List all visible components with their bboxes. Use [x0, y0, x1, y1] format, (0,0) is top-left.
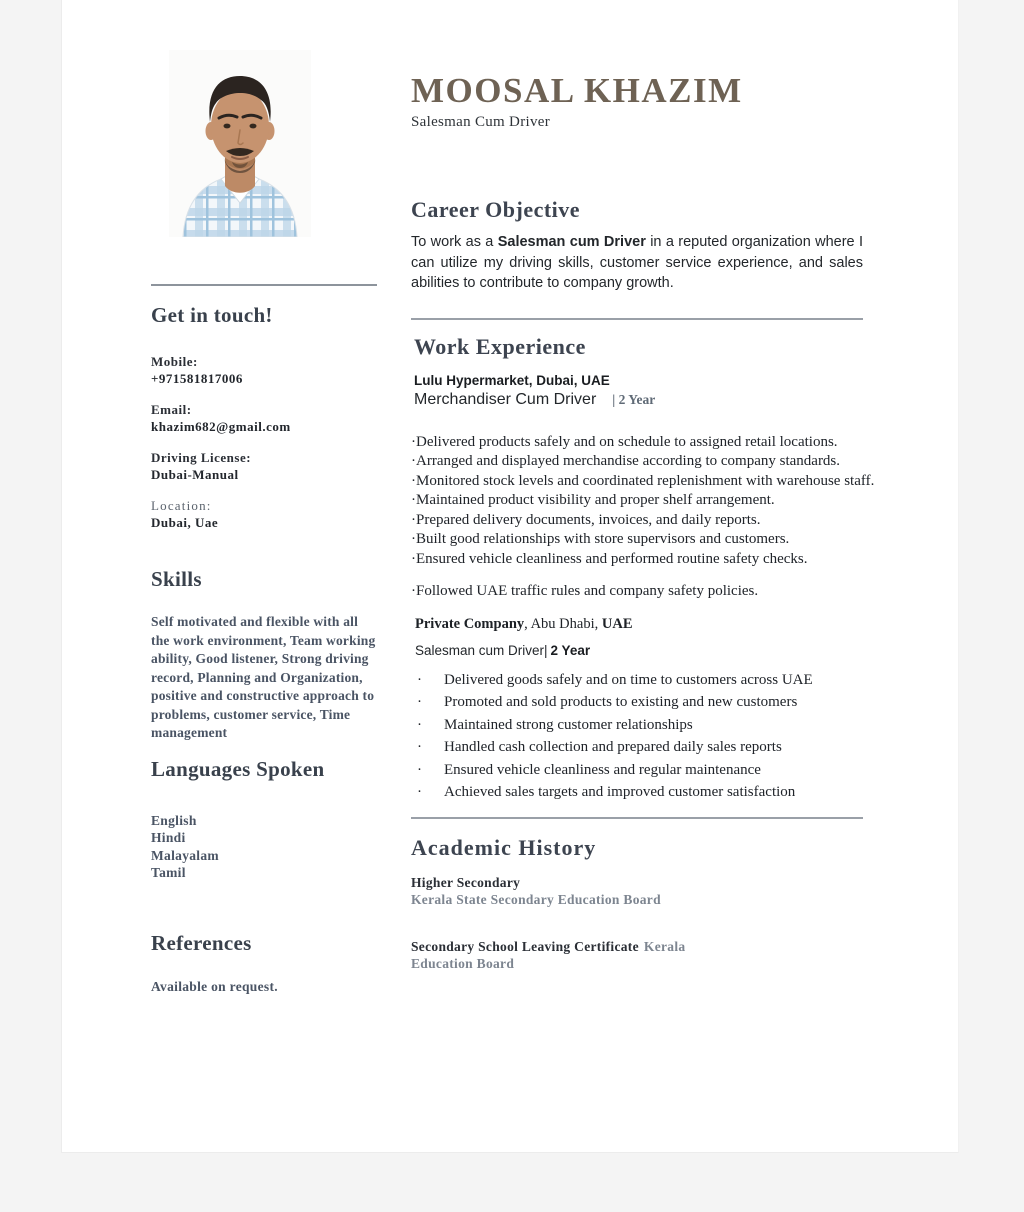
academic-entry-board: Kerala State Secondary Education Board	[411, 891, 661, 907]
contact-heading: Get in touch!	[151, 303, 273, 327]
email-value: khazim682@gmail.com	[151, 419, 291, 434]
job1-duration: | 2 Year	[612, 391, 656, 407]
objective-lead: To work as a	[411, 234, 498, 250]
experience-bullet: · Promoted and sold products to existing and new customers	[411, 693, 879, 713]
experience-bullet: · Ensured vehicle cleanliness and performed routine safety checks.	[411, 550, 879, 570]
job2-company-name: Private Company	[415, 615, 525, 632]
academic-entry-board: Education Board	[411, 955, 515, 971]
mobile-value: +971581817006	[151, 371, 243, 386]
job1-role: Merchandiser Cum Driver	[414, 390, 597, 408]
location-label: Location:	[151, 498, 212, 513]
section-divider	[411, 817, 863, 819]
language-item: Tamil	[151, 865, 186, 880]
experience-bullet: · Delivered products safely and on schedule to assigned retail locations.	[411, 433, 879, 453]
languages-list	[151, 812, 377, 882]
job2-duration: 2 Year	[550, 642, 591, 658]
experience-bullet: · Maintained product visibility and proper shelf arrangement.	[411, 491, 879, 511]
experience-bullet: · Prepared delivery documents, invoices, and daily reports.	[411, 511, 879, 531]
section-divider	[411, 318, 863, 320]
languages-heading: Languages Spoken	[151, 756, 325, 781]
experience-bullet: · Built good relationships with store supervisors and customers.	[411, 530, 879, 550]
experience-bullet: · Maintained strong customer relationships	[411, 716, 879, 736]
experience-bullet: · Delivered goods safely and on time to customers across UAE	[411, 671, 879, 691]
experience-bullet: · Monitored stock levels and coordinated replenishment with warehouse staff.	[411, 472, 879, 492]
job2-bullets	[411, 671, 879, 803]
objective-rest: in a reputed organization where I can utilize my driving skills, customer service experience, and sales abilities to contribute to company growth.	[411, 234, 863, 291]
profile-photo	[169, 50, 311, 237]
academic-entry-board-inline: Kerala	[643, 938, 686, 954]
license-label: Driving License:	[151, 450, 252, 465]
job1-role-line	[411, 391, 866, 409]
experience-heading: Work Experience	[414, 333, 586, 359]
sidebar	[151, 284, 377, 995]
person-job-title: Salesman Cum Driver	[411, 114, 551, 130]
email-label: Email:	[151, 402, 192, 417]
skills-heading: Skills	[151, 567, 202, 591]
references-heading: References	[151, 930, 252, 955]
experience-bullet: · Ensured vehicle cleanliness and regular maintenance	[411, 761, 879, 781]
profile-photo-illustration	[169, 50, 311, 237]
objective-text	[411, 232, 863, 294]
academic-entry-title-row	[411, 938, 866, 956]
job2-company	[411, 616, 866, 633]
person-name: MOOSAL KHAZIM	[411, 71, 743, 110]
experience-bullet: · Achieved sales targets and improved customer satisfaction	[411, 783, 879, 803]
mobile-label: Mobile:	[151, 354, 198, 369]
academic-entry	[411, 874, 866, 908]
objective-highlight: Salesman cum Driver	[497, 234, 646, 250]
academic-heading: Academic History	[411, 834, 597, 860]
job2-role-line	[411, 642, 866, 660]
job1-bullets	[411, 433, 879, 570]
academic-entry	[411, 938, 866, 972]
experience-bullet: · Handled cash collection and prepared daily sales reports	[411, 738, 879, 758]
academic-entry-title: Higher Secondary	[411, 874, 521, 890]
job2-company-location: , Abu Dhabi,	[524, 615, 602, 632]
contact-email	[151, 401, 377, 435]
experience-bullet: · Arranged and displayed merchandise according to company standards.	[411, 452, 879, 472]
language-item: Hindi	[151, 830, 186, 845]
references-note: Available on request.	[151, 978, 278, 994]
contact-location	[151, 497, 377, 531]
contact-mobile	[151, 353, 377, 387]
objective-heading: Career Objective	[411, 197, 581, 222]
job2-company-country: UAE	[601, 615, 633, 632]
academic-entry-title: Secondary School Leaving Certificate	[411, 938, 639, 954]
resume-page	[61, 0, 959, 1153]
skills-text: Self motivated and flexible with all the work environment, Team working ability, Good listener, Strong driving record, Planning and Organization, positive and constructive approach to problems, customer service, Time management	[151, 614, 376, 740]
sidebar-divider	[151, 284, 377, 286]
language-item: Malayalam	[151, 847, 219, 863]
job2-role: Salesman cum Driver|	[415, 642, 548, 658]
contact-driving-license	[151, 449, 377, 483]
location-value: Dubai, Uae	[151, 515, 219, 530]
job1-company: Lulu Hypermarket, Dubai, UAE	[414, 372, 610, 388]
language-item: English	[151, 812, 197, 828]
license-value: Dubai-Manual	[151, 467, 239, 482]
main-column	[411, 58, 875, 972]
job1-extra-bullet: · Followed UAE traffic rules and company safety policies.	[411, 582, 892, 602]
